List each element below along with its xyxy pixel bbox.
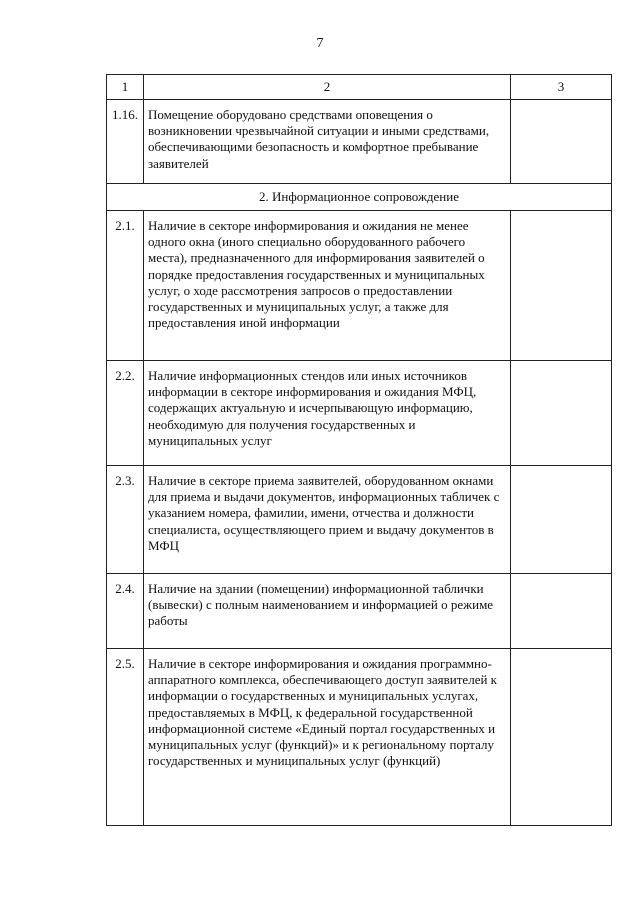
row-text: Наличие информационных стендов или иных источников информации в секторе информирования и ожидания МФЦ, содержащих актуальную и исчерпывающую информацию, необходимую для получения государственных и муниципальных услуг [144,361,511,466]
row-text: Наличие в секторе информирования и ожидания не менее одного окна (иного специально оборудованного рабочего места), предназначенного для информирования заявителей о порядке предоставления государственных и муниципальных услуг, о ходе рассмотрения запросов о предоставлении государственных и муниципальных услуг, а также для предоставления иной информации [144,211,511,361]
table-row [107,574,612,649]
row-number: 2.1. [107,211,144,361]
table-row [107,649,612,826]
row-mark [511,466,612,574]
row-mark [511,211,612,361]
section-header-row [107,184,612,211]
row-mark [511,574,612,649]
table-row [107,100,612,184]
table-row [107,466,612,574]
row-text: Наличие в секторе приема заявителей, оборудованном окнами для приема и выдачи документов, информационных табличек с указанием номера, фамилии, имени, отчества и должности специалиста, осуществляющего прием и выдачу документов в МФЦ [144,466,511,574]
table-row [107,361,612,466]
row-text: Наличие на здании (помещении) информационной таблички (вывески) с полным наименованием и информацией о режиме работы [144,574,511,649]
requirements-table [106,74,612,826]
row-mark [511,649,612,826]
header-col-1: 1 [107,75,144,100]
row-number: 2.2. [107,361,144,466]
section-title: 2. Информационное сопровождение [107,184,612,211]
table-header-row [107,75,612,100]
table-row [107,211,612,361]
row-number: 2.4. [107,574,144,649]
row-number: 2.3. [107,466,144,574]
row-text: Наличие в секторе информирования и ожидания программно-аппаратного комплекса, обеспечивающего доступ заявителей к информации о государственных и муниципальных услугах, предоставляемых в МФЦ, к федеральной государственной информационной системе «Единый портал государственных и муниципальных услуг (функций)» и к региональному порталу государственных и муниципальных услуг (функций) [144,649,511,826]
row-number: 2.5. [107,649,144,826]
page-number: 7 [316,36,324,51]
row-mark [511,100,612,184]
row-number: 1.16. [107,100,144,184]
header-col-2: 2 [144,75,511,100]
header-col-3: 3 [511,75,612,100]
row-text: Помещение оборудовано средствами оповещения о возникновении чрезвычайной ситуации и иными средствами, обеспечивающими безопасность и комфортное пребывание заявителей [144,100,511,184]
row-mark [511,361,612,466]
